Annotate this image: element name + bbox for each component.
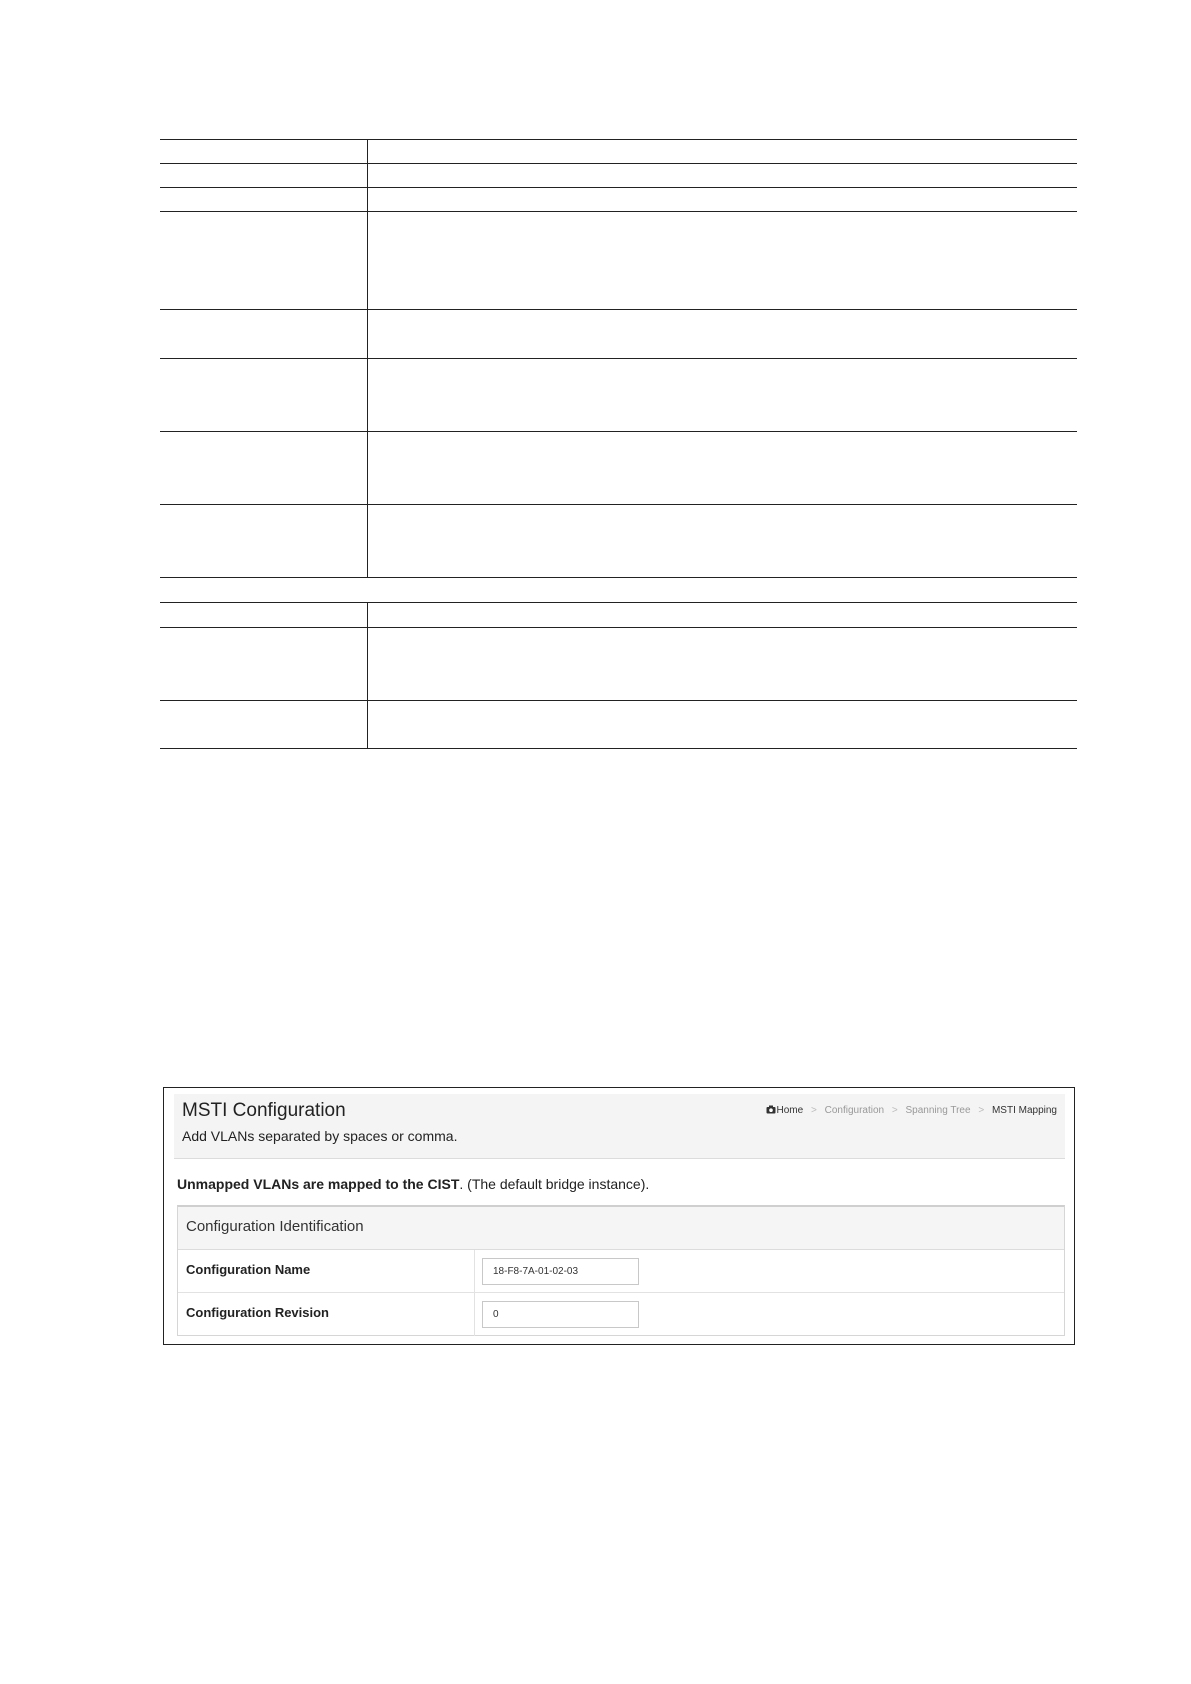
breadcrumb-spanning-tree[interactable]: Spanning Tree	[905, 1105, 971, 1116]
msti-screenshot	[163, 1087, 1075, 1345]
configuration-identification-panel	[177, 1205, 1065, 1336]
page-subtitle: Add VLANs separated by spaces or comma.	[182, 1128, 458, 1144]
configuration-revision-input[interactable]	[482, 1301, 639, 1328]
table-row	[160, 309, 1077, 358]
panel-heading: Configuration Identification	[178, 1207, 1064, 1250]
breadcrumb-msti-mapping: MSTI Mapping	[991, 1105, 1057, 1116]
table-row	[160, 602, 1077, 627]
breadcrumb	[766, 1105, 1057, 1116]
table-row	[160, 627, 1077, 700]
table-row	[160, 187, 1077, 211]
table-row	[160, 700, 1077, 749]
configuration-revision-label: Configuration Revision	[186, 1305, 329, 1320]
page-title: MSTI Configuration	[182, 1100, 346, 1121]
breadcrumb-separator: >	[978, 1105, 985, 1116]
document-table	[160, 139, 1077, 749]
table-row	[160, 163, 1077, 187]
table-row	[160, 139, 1077, 163]
breadcrumb-separator: >	[810, 1105, 817, 1116]
configuration-name-label: Configuration Name	[186, 1262, 311, 1277]
table-row	[160, 504, 1077, 577]
configuration-name-input[interactable]	[482, 1258, 639, 1285]
table-row	[160, 577, 1077, 602]
table-row	[160, 358, 1077, 431]
page-header	[174, 1094, 1065, 1159]
breadcrumb-home-label: Home	[776, 1105, 804, 1116]
configuration-name-row	[178, 1250, 1064, 1293]
configuration-revision-cell	[474, 1293, 1064, 1336]
home-icon	[766, 1105, 776, 1114]
table-row	[160, 211, 1077, 309]
notice-text: . (The default bridge instance).	[459, 1176, 650, 1192]
unmapped-vlans-notice	[177, 1176, 649, 1192]
breadcrumb-home[interactable]	[766, 1105, 806, 1116]
breadcrumb-configuration[interactable]: Configuration	[824, 1105, 885, 1116]
configuration-name-cell	[474, 1250, 1064, 1292]
breadcrumb-separator: >	[891, 1105, 898, 1116]
table-row	[160, 431, 1077, 504]
configuration-revision-row	[178, 1293, 1064, 1336]
notice-bold-text: Unmapped VLANs are mapped to the CIST	[177, 1176, 460, 1192]
